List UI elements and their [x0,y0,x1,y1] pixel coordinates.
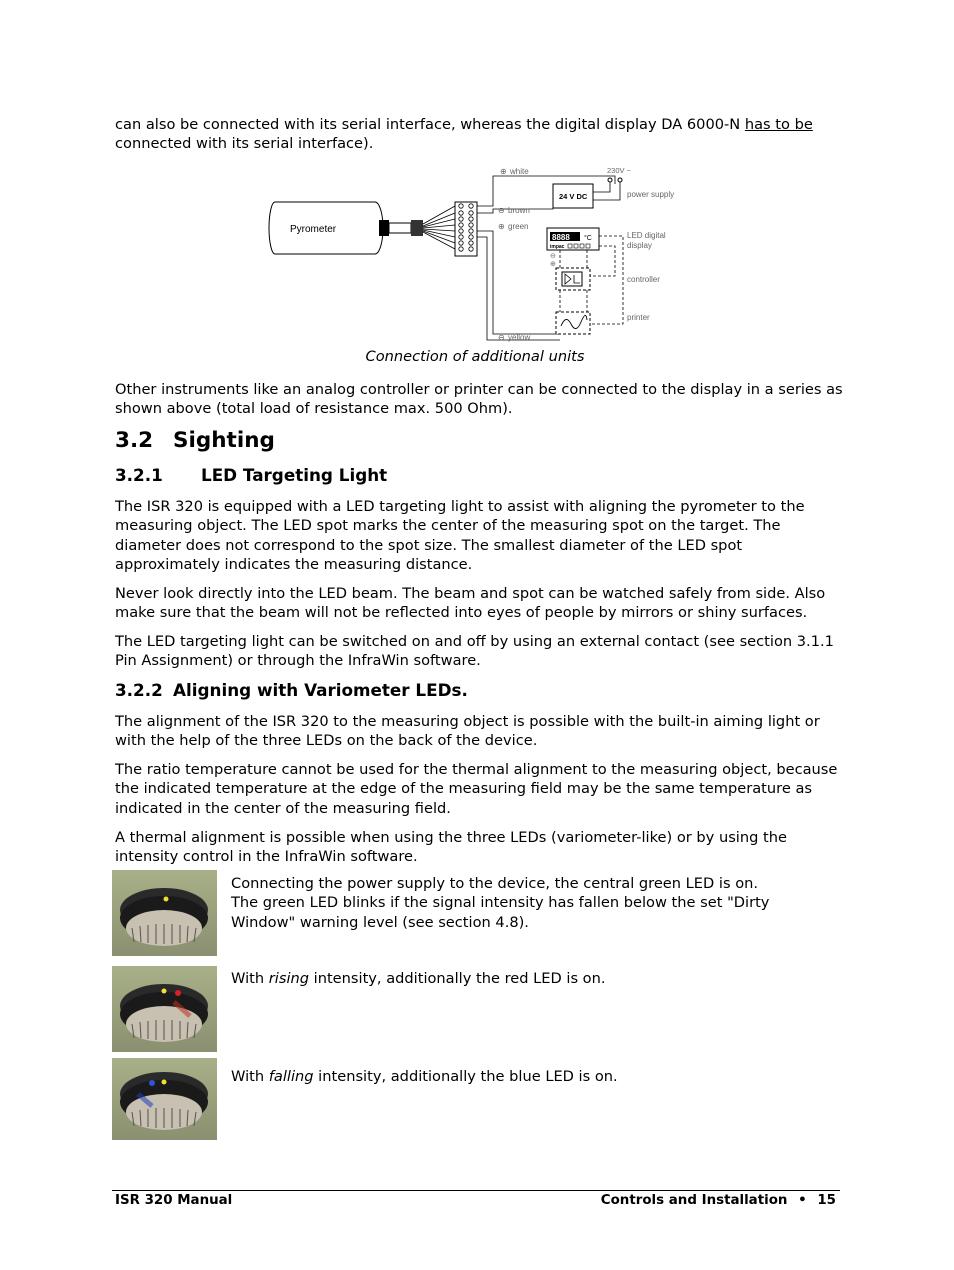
footer-manual-title: ISR 320 Manual [115,1193,233,1208]
intro-paragraph [115,115,843,154]
led-dot [162,989,167,994]
minus-sign: ⊖ [498,206,505,215]
footer-bullet: • [798,1193,807,1208]
led-row-3-text [231,1067,831,1086]
mains-label: 230V ~ [607,166,631,175]
para-led-2: Never look directly into the LED beam. The beam and spot can be watched safely from side. Also make sure that the beam will not be reflected into eyes of people by mirrors or shiny surfaces. [115,585,826,622]
subsection-title-1: LED Targeting Light [201,465,388,485]
para-other-instruments: Other instruments like an analog controller or printer can be connected to the display in a series as shown above (total load of resistance max. 500 Ohm). [115,381,843,418]
subsection-number-1: 3.2.1 [115,465,163,485]
wire-fan [423,206,455,249]
led-row-1-text [231,874,831,932]
printer-label: printer [627,313,650,322]
led-row-2-pre: With [231,970,269,987]
para-led-3: The LED targeting light can be switched on and off by using an external contact (see section 3.1.1 Pin Assignment) or through the InfraWin software. [115,633,834,670]
connection-diagram [265,164,685,346]
led-row-3-pre: With [231,1068,269,1085]
intro-text-2: connected with its serial interface). [115,135,374,153]
minus-sign-2: ⊖ [498,333,505,342]
para-align-1: The alignment of the ISR 320 to the measuring object is possible with the built-in aiming light or with the help of the three LEDs on the back of the device. [115,713,820,750]
wire-yellow-label: yellow [508,333,531,342]
connector-plug [411,220,423,236]
controller-label: controller [627,275,660,284]
led-dot [164,897,169,902]
led-row-3-em: falling [268,1068,314,1085]
led-photo-red [112,966,217,1052]
led-dot [149,1080,155,1086]
subsection-heading-2 [115,680,468,700]
section-title: Sighting [173,428,275,453]
para-led-1: The ISR 320 is equipped with a LED targeting light to assist with aligning the pyrometer to the measuring object. The LED spot marks the center of the measuring spot on the target. The diameter does not correspond to the spot size. The smallest diameter of the LED spot approximately indicates the measuring distance. [115,498,805,574]
plus-sign: ⊕ [500,167,507,176]
wires [477,176,615,340]
display-plus: ⊕ [550,261,556,268]
led-row-2-em: rising [268,970,310,987]
wire-white-label: white [510,167,529,176]
connector [379,220,389,236]
led-row-3-post: intensity, additionally the blue LED is on. [313,1068,618,1085]
led-row-1-line-2: The green LED blinks if the signal intensity has fallen below the set "Dirty Window" warning level (see section 4.8). [231,894,770,931]
para-align-2: The ratio temperature cannot be used for the thermal alignment to the measuring object, because the indicated temperature at the edge of the measuring field may be the same temperature as indicated in the center of the measuring field. [115,761,838,817]
led-row-1-line-1: Connecting the power supply to the device, the central green LED is on. [231,875,759,892]
display-brand: impac [550,244,565,250]
mains-terminal-1 [608,178,612,182]
display-digits: 8888 [552,233,570,242]
display-label-1: LED digital [627,231,666,240]
footer-section-title: Controls and Installation [600,1193,788,1208]
led-row-2-post: intensity, additionally the red LED is on. [309,970,606,987]
page-number: 15 [817,1193,836,1208]
led-photo-blue [112,1058,217,1144]
led-row-2-text [231,969,831,988]
plus-sign-2: ⊕ [498,222,505,231]
intro-underlined: has to be [744,116,813,133]
led-dot [175,990,181,996]
connector-sleeve [389,223,411,233]
wire-green-label: green [508,222,529,231]
subsection-number-2: 3.2.2 [115,680,163,700]
led-photo-green [112,870,217,956]
para-align-3: A thermal alignment is possible when using the three LEDs (variometer-like) or by using the intensity control in the InfraWin software. [115,829,787,866]
display-minus: ⊖ [550,253,556,260]
pyrometer-label: Pyrometer [290,224,337,235]
wire-brown-label: brown [508,206,530,215]
display-unit: °C [584,235,592,242]
footer-rule [112,1190,840,1191]
mains-terminal-2 [618,178,622,182]
subsection-title-2: Aligning with Variometer LEDs. [173,680,468,700]
section-number: 3.2 [115,428,154,453]
display-label-2: display [627,241,652,250]
psu-box-label: 24 V DC [559,192,588,201]
subsection-heading-1 [115,465,387,485]
terminal-block [455,202,477,256]
intro-text: can also be connected with its serial interface, whereas the digital display DA 6000-N [115,116,745,133]
led-dot [162,1080,167,1085]
section-heading [115,428,275,453]
psu-label: power supply [627,190,675,199]
footer-section [601,1193,836,1208]
figure-caption: Connection of additional units [365,348,585,365]
